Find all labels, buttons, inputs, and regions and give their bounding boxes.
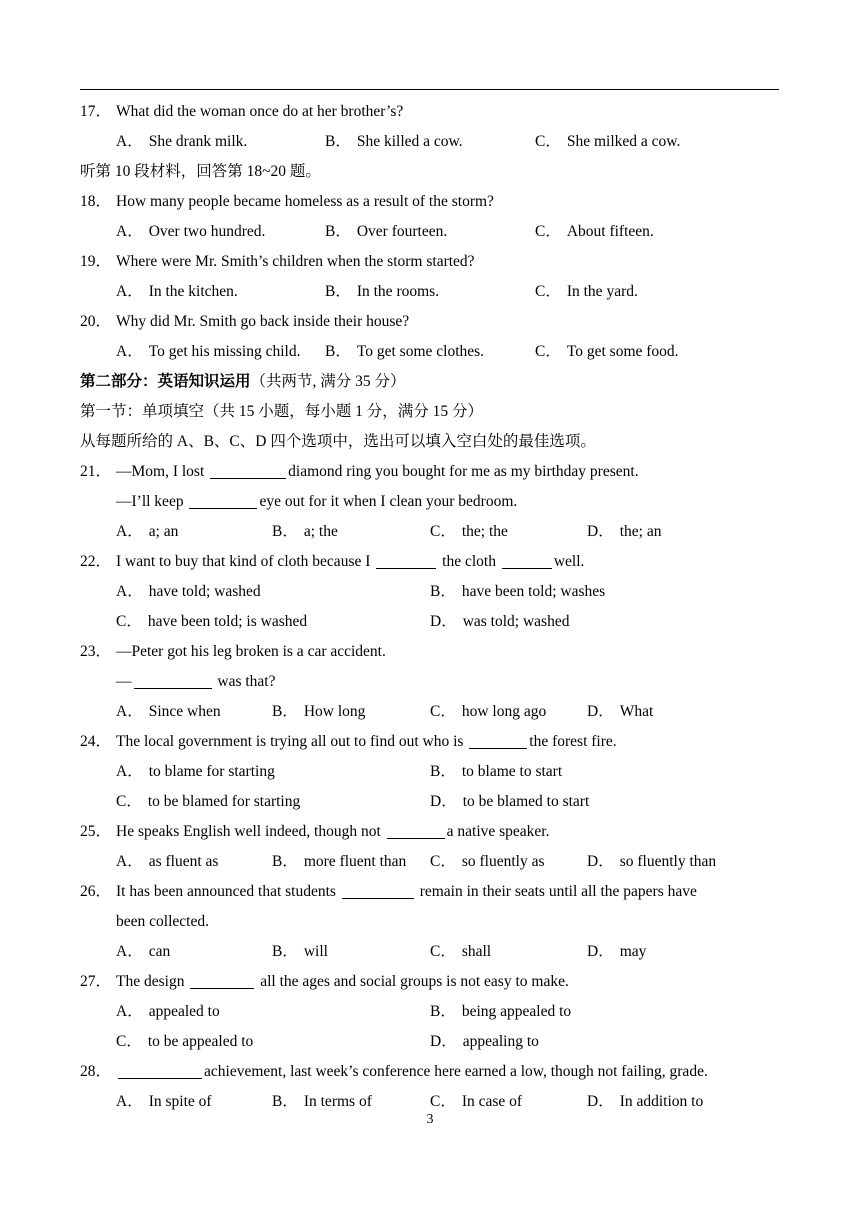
question-26-continued: been collected. (116, 913, 209, 930)
option-b: B． a; the (272, 523, 338, 540)
options-25 (80, 847, 785, 877)
option-d: D． appealing to (430, 1033, 539, 1050)
option-b: B． In terms of (272, 1093, 372, 1110)
question-24: 24． The local government is trying all out to find out who is the forest fire. (80, 733, 617, 750)
option-b: B． will (272, 943, 328, 960)
option-c: C． shall (430, 943, 492, 960)
option-b: B． to blame to start (430, 763, 563, 780)
options-27-ab (80, 997, 785, 1027)
exam-page (80, 97, 785, 1117)
option-d: D． What (587, 703, 654, 720)
option-a: A． to blame for starting (116, 763, 275, 780)
question-25: 25． He speaks English well indeed, though not a native speaker. (80, 823, 550, 840)
option-a: A． have told; washed (116, 583, 261, 600)
part2-title: 第二部分：英语知识运用 (80, 373, 251, 390)
option-b: B． To get some clothes. (325, 343, 485, 360)
part2-note: （共两节, 满分 35 分） (250, 373, 406, 390)
option-c: C． to be appealed to (116, 1033, 254, 1050)
options-27-cd (80, 1027, 785, 1057)
options-17 (80, 127, 785, 157)
option-a: A． Over two hundred. (116, 223, 266, 240)
options-22-ab (80, 577, 785, 607)
option-d: D． the; an (587, 523, 662, 540)
question-18: 18． How many people became homeless as a result of the storm? (80, 193, 494, 210)
option-d: D． was told; washed (430, 613, 570, 630)
option-c: C． have been told; is washed (116, 613, 308, 630)
section1-title: 第一节：单项填空（共 15 小题，每小题 1 分，满分 15 分） (80, 403, 484, 420)
instruction-material-10: 听第 10 段材料，回答第 18~20 题。 (80, 163, 321, 180)
answer-blank (210, 462, 286, 479)
option-d: D． may (587, 943, 647, 960)
options-21 (80, 517, 785, 547)
question-21: 21． —Mom, I lost diamond ring you bought for me as my birthday present. (80, 463, 639, 480)
option-a: A． In spite of (116, 1093, 212, 1110)
header-rule (80, 89, 779, 90)
options-18 (80, 217, 785, 247)
option-a: A． Since when (116, 703, 221, 720)
option-b: B． Over fourteen. (325, 223, 448, 240)
options-23 (80, 697, 785, 727)
question-23-reply: — was that? (116, 673, 276, 690)
option-c: C． so fluently as (430, 853, 545, 870)
option-b: B． How long (272, 703, 366, 720)
question-23: 23． —Peter got his leg broken is a car accident. (80, 643, 386, 660)
option-a: A． She drank milk. (116, 133, 248, 150)
answer-blank (189, 492, 257, 509)
option-c: C． In the yard. (535, 283, 638, 300)
question-text: How many people became homeless as a result of the storm? (116, 193, 494, 210)
options-24-cd (80, 787, 785, 817)
option-c: C． She milked a cow. (535, 133, 681, 150)
answer-blank (134, 672, 212, 689)
question-text: Why did Mr. Smith go back inside their house? (116, 313, 410, 330)
question-21-reply: —I’ll keep eye out for it when I clean your bedroom. (116, 493, 518, 510)
answer-blank (376, 552, 436, 569)
option-c: C． About fifteen. (535, 223, 654, 240)
option-a: A． In the kitchen. (116, 283, 238, 300)
option-c: C． how long ago (430, 703, 547, 720)
question-20: 20． Why did Mr. Smith go back inside their house? (80, 313, 410, 330)
option-a: A． To get his missing child. (116, 343, 301, 360)
question-19: 19． Where were Mr. Smith’s children when the storm started? (80, 253, 475, 270)
answer-blank (502, 552, 552, 569)
option-b: B． She killed a cow. (325, 133, 463, 150)
question-text: Where were Mr. Smith’s children when the storm started? (116, 253, 475, 270)
option-a: A． a; an (116, 523, 179, 540)
options-20 (80, 337, 785, 367)
option-c: C． To get some food. (535, 343, 679, 360)
options-26 (80, 937, 785, 967)
option-c: C． to be blamed for starting (116, 793, 301, 810)
page-number: 3 (426, 1112, 434, 1127)
option-b: B． being appealed to (430, 1003, 572, 1020)
option-b: B． more fluent than (272, 853, 407, 870)
option-c: C． In case of (430, 1093, 523, 1110)
question-22: 22． I want to buy that kind of cloth because I the cloth well. (80, 553, 585, 570)
option-c: C． the; the (430, 523, 508, 540)
option-b: B． In the rooms. (325, 283, 440, 300)
answer-blank (118, 1062, 202, 1079)
option-d: D． so fluently than (587, 853, 717, 870)
answer-blank (342, 882, 414, 899)
question-17: 17． What did the woman once do at her brother’s? (80, 103, 404, 120)
options-22-cd (80, 607, 785, 637)
option-d: D． In addition to (587, 1093, 704, 1110)
options-24-ab (80, 757, 785, 787)
answer-blank (190, 972, 254, 989)
part2-heading (80, 367, 785, 397)
answer-blank (469, 732, 527, 749)
option-a: A． as fluent as (116, 853, 219, 870)
option-b: B． have been told; washes (430, 583, 606, 600)
section1-instruction: 从每题所给的 A、B、C、D 四个选项中，选出可以填入空白处的最佳选项。 (80, 433, 596, 450)
question-text: What did the woman once do at her brother’s? (116, 103, 404, 120)
option-a: A． can (116, 943, 171, 960)
option-d: D． to be blamed to start (430, 793, 590, 810)
question-27: 27． The design all the ages and social groups is not easy to make. (80, 973, 569, 990)
answer-blank (387, 822, 445, 839)
options-19 (80, 277, 785, 307)
question-28: 28． achievement, last week’s conference here earned a low, though not failing, grade. (80, 1063, 708, 1080)
option-a: A． appealed to (116, 1003, 220, 1020)
question-26: 26． It has been announced that students remain in their seats until all the papers have (80, 883, 697, 900)
